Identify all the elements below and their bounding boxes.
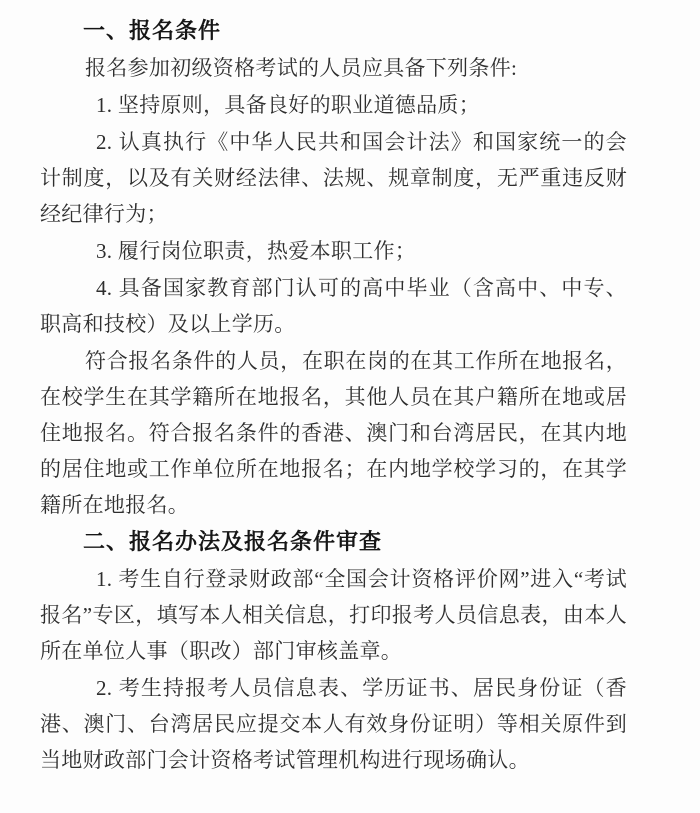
paragraph-condition-4: 4. 具备国家教育部门认可的高中毕业（含高中、中专、职高和技校）及以上学历。 <box>40 276 627 336</box>
paragraph-condition-1: 1. 坚持原则，具备良好的职业道德品质； <box>96 93 480 117</box>
paragraph-method-1: 1. 考生自行登录财政部“全国会计资格评价网”进入“考试报名”专区，填写本人相关信息，打印报考人员信息表，由本人所在单位人事（职改）部门审核盖章。 <box>40 567 627 663</box>
section-heading-registration-method: 二、报名办法及报名条件审查 <box>83 529 383 554</box>
paragraph-method-2: 2. 考生持报考人员信息表、学历证书、居民身份证（香港、澳门、台湾居民应提交本人有效身份证明）等相关原件到当地财政部门会计资格考试管理机构进行现场确认。 <box>40 676 627 772</box>
paragraph-conditions-intro: 报名参加初级资格考试的人员应具备下列条件: <box>85 56 518 80</box>
paragraph-condition-2: 2. 认真执行《中华人民共和国会计法》和国家统一的会计制度，以及有关财经法律、法规、规章制度，无严重违反财经纪律行为； <box>40 130 627 226</box>
section-heading-registration-conditions: 一、报名条件 <box>83 18 222 43</box>
paragraph-location-rules: 符合报名条件的人员，在职在岗的在其工作所在地报名，在校学生在其学籍所在地报名，其他人员在其户籍所在地或居住地报名。符合报名条件的香港、澳门和台湾居民，在其内地的居住地或工作单位所在地报名；在内地学校学习的，在其学籍所在地报名。 <box>40 349 627 517</box>
paragraph-condition-3: 3. 履行岗位职责，热爱本职工作； <box>96 239 417 263</box>
